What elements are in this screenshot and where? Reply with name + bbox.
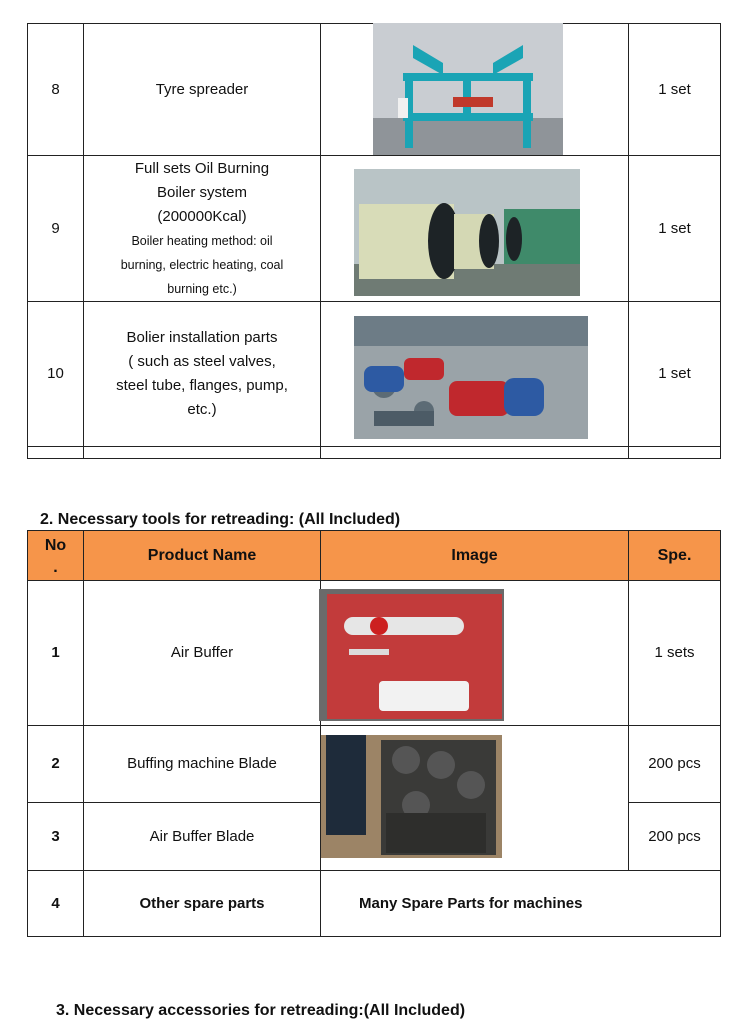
image-cell [321,156,629,302]
header-spec: Spe. [629,531,721,581]
spec-value: 1 sets [629,581,721,726]
spec-value: 200 pcs [629,726,721,803]
product-name: Tyre spreader [84,24,321,156]
section-2-heading: 2. Necessary tools for retreading: (All Included) [40,511,401,528]
pump-parts-photo [354,316,588,439]
spec-value: 1 set [629,24,721,156]
image-cell [321,302,629,447]
row-number: 3 [28,803,84,871]
equipment-table [27,23,721,459]
header-no: No . [28,531,84,581]
table-row [28,871,721,937]
product-name: Air Buffer Blade [84,803,321,871]
product-name: Other spare parts [84,871,321,937]
row-number: 2 [28,726,84,803]
image-cell [321,24,629,156]
boiler-photo [354,169,580,296]
section-3-heading: 3. Necessary accessories for retreading:(All Included) [56,1002,466,1019]
image-cell [321,726,629,871]
table-row [28,581,721,726]
spec-value: Many Spare Parts for machines [321,871,721,937]
table-row [28,24,721,156]
table-header-row [28,531,721,581]
table-row [28,156,721,302]
image-cell [321,581,629,726]
row-number: 9 [28,156,84,302]
product-name: Bolier installation parts ( such as steel valves, steel tube, flanges, pump, etc.) [84,302,321,447]
tyre-spreader-photo [373,23,563,155]
spec-value: 200 pcs [629,803,721,871]
product-name: Buffing machine Blade [84,726,321,803]
header-image: Image [321,531,629,581]
tools-table [27,530,721,937]
spec-value: 1 set [629,302,721,447]
product-name: Air Buffer [84,581,321,726]
table-row [28,447,721,459]
air-buffer-photo [319,589,504,721]
product-name: Full sets Oil Burning Boiler system (200000Kcal) Boiler heating method: oil burning, electric heating, coal burning etc.) [84,156,321,302]
row-number: 1 [28,581,84,726]
header-product-name: Product Name [84,531,321,581]
row-number: 8 [28,24,84,156]
blades-photo [321,735,502,858]
table-row [28,302,721,447]
row-number: 10 [28,302,84,447]
spec-value: 1 set [629,156,721,302]
row-number: 4 [28,871,84,937]
table-row [28,726,721,803]
